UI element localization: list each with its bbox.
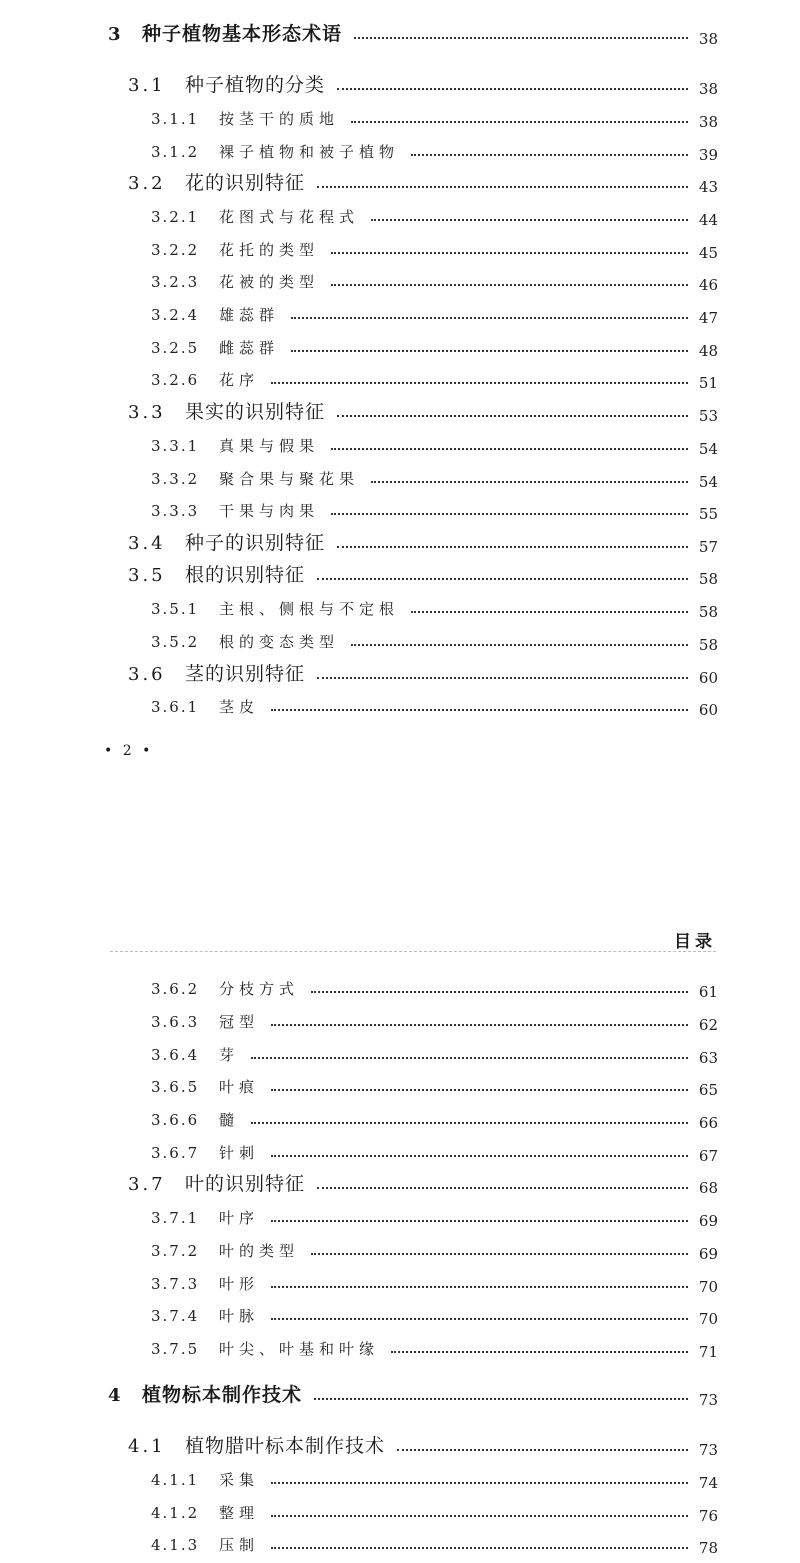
toc-leader-dots xyxy=(271,709,688,711)
previous-entry-fragment xyxy=(110,0,710,4)
toc-entry-number: 3.1.1 xyxy=(151,110,200,128)
toc-entry-number: 3.7 xyxy=(128,1174,166,1195)
toc-entry-page-number: 46 xyxy=(698,276,718,294)
toc-entry-page-number: 76 xyxy=(698,1507,718,1525)
toc-leader-dots xyxy=(317,677,688,679)
toc-entry-page-number: 60 xyxy=(698,669,718,687)
toc-entry-title: 花托的类型 xyxy=(219,241,320,259)
toc-entry-level-2[interactable] xyxy=(0,663,800,693)
toc-entry-level-3[interactable] xyxy=(0,1010,800,1040)
toc-entry-title: 植物腊叶标本制作技术 xyxy=(185,1435,386,1457)
toc-entry-title: 叶的识别特征 xyxy=(185,1173,306,1195)
toc-entry-page-number: 73 xyxy=(698,1391,718,1409)
toc-entry-number: 3.3.1 xyxy=(151,437,200,455)
toc-entry-level-3[interactable] xyxy=(0,205,800,235)
toc-entry-page-number: 61 xyxy=(698,983,718,1001)
toc-entry-title: 采集 xyxy=(219,1471,260,1489)
toc-entry-level-3[interactable] xyxy=(0,1337,800,1367)
toc-leader-dots xyxy=(354,37,688,39)
toc-entry-level-2[interactable] xyxy=(0,564,800,594)
toc-entry-title: 压制 xyxy=(219,1536,260,1554)
toc-entry-page-number: 69 xyxy=(698,1245,718,1263)
toc-leader-dots xyxy=(291,350,688,352)
header-rule xyxy=(110,951,716,952)
toc-entry-level-3[interactable] xyxy=(0,434,800,464)
toc-entry-page-number: 70 xyxy=(698,1310,718,1328)
toc-entry-level-2[interactable] xyxy=(0,74,800,104)
toc-entry-level-3[interactable] xyxy=(0,1272,800,1302)
toc-entry-title: 针刺 xyxy=(219,1144,260,1162)
toc-leader-dots xyxy=(331,284,688,286)
toc-entry-title: 叶尖、叶基和叶缘 xyxy=(219,1340,380,1358)
toc-entry-page-number: 58 xyxy=(698,636,718,654)
toc-leader-dots xyxy=(351,644,688,646)
toc-entry-level-3[interactable] xyxy=(0,467,800,497)
toc-entry-page-number: 39 xyxy=(698,146,718,164)
toc-leader-dots xyxy=(251,1122,688,1124)
toc-entry-page-number: 68 xyxy=(698,1179,718,1197)
toc-entry-number: 3.2.5 xyxy=(151,339,200,357)
toc-entry-title: 花被的类型 xyxy=(219,273,320,291)
toc-entry-title: 植物标本制作技术 xyxy=(142,1384,303,1406)
toc-entry-number: 3.7.4 xyxy=(151,1307,200,1325)
toc-entry-number: 3.6.3 xyxy=(151,1013,200,1031)
toc-entry-number: 3.6.7 xyxy=(151,1144,200,1162)
toc-entry-title: 主根、侧根与不定根 xyxy=(219,600,400,618)
toc-entry-title: 叶痕 xyxy=(219,1078,260,1096)
toc-entry-number: 3.3.2 xyxy=(151,470,200,488)
toc-entry-title: 叶脉 xyxy=(219,1307,260,1325)
toc-entry-level-3[interactable] xyxy=(0,1533,800,1563)
toc-entry-number: 3.2.2 xyxy=(151,241,200,259)
toc-entry-title: 裸子植物和被子植物 xyxy=(219,143,400,161)
toc-entry-page-number: 60 xyxy=(698,701,718,719)
toc-leader-dots xyxy=(331,448,688,450)
toc-entry-level-2[interactable] xyxy=(0,1173,800,1203)
toc-entry-page-number: 53 xyxy=(698,407,718,425)
toc-entry-number: 3.2.4 xyxy=(151,306,200,324)
toc-entry-page-number: 54 xyxy=(698,440,718,458)
toc-leader-dots xyxy=(371,481,688,483)
toc-entry-level-2[interactable] xyxy=(0,532,800,562)
toc-leader-dots xyxy=(337,88,688,90)
toc-leader-dots xyxy=(311,1253,688,1255)
toc-entry-level-3[interactable] xyxy=(0,140,800,170)
toc-entry-number: 3.5 xyxy=(128,565,166,586)
toc-leader-dots xyxy=(271,1155,688,1157)
toc-leader-dots xyxy=(331,513,688,515)
toc-entry-page-number: 65 xyxy=(698,1081,718,1099)
toc-entry-page-number: 38 xyxy=(698,80,718,98)
toc-entry-number: 3.1 xyxy=(128,75,166,96)
toc-entry-title: 花图式与花程式 xyxy=(219,208,360,226)
toc-entry-title: 干果与肉果 xyxy=(219,502,320,520)
toc-entry-number: 3.2.1 xyxy=(151,208,200,226)
toc-entry-number: 3.5.1 xyxy=(151,600,200,618)
toc-entry-number: 4.1.1 xyxy=(151,1471,200,1489)
toc-entry-title: 种子植物基本形态术语 xyxy=(142,23,343,45)
toc-entry-level-3[interactable] xyxy=(0,1468,800,1498)
toc-entry-number: 4.1 xyxy=(128,1436,166,1457)
toc-entry-page-number: 55 xyxy=(698,505,718,523)
toc-leader-dots xyxy=(411,611,688,613)
toc-entry-title: 雌蕊群 xyxy=(219,339,280,357)
toc-entry-number: 3.6.1 xyxy=(151,698,200,716)
toc-entry-level-1[interactable] xyxy=(0,1385,800,1415)
toc-entry-number: 4 xyxy=(108,1385,121,1406)
toc-leader-dots xyxy=(271,1089,688,1091)
toc-entry-page-number: 47 xyxy=(698,309,718,327)
toc-entry-page-number: 71 xyxy=(698,1343,718,1361)
toc-entry-number: 3.7.3 xyxy=(151,1275,200,1293)
toc-entry-title: 分枝方式 xyxy=(219,980,300,998)
toc-entry-page-number: 78 xyxy=(698,1539,718,1557)
toc-entry-level-3[interactable] xyxy=(0,1206,800,1236)
toc-entry-title: 茎的识别特征 xyxy=(185,663,306,685)
toc-leader-dots xyxy=(331,252,688,254)
toc-entry-number: 3.3.3 xyxy=(151,502,200,520)
toc-entry-title: 果实的识别特征 xyxy=(185,401,326,423)
toc-entry-title: 花序 xyxy=(219,371,260,389)
toc-entry-level-2[interactable] xyxy=(0,172,800,202)
toc-entry-title: 叶的类型 xyxy=(219,1242,300,1260)
toc-entry-level-3[interactable] xyxy=(0,977,800,1007)
toc-leader-dots xyxy=(271,1286,688,1288)
toc-entry-page-number: 44 xyxy=(698,211,718,229)
toc-entry-number: 4.1.3 xyxy=(151,1536,200,1554)
toc-entry-level-3[interactable] xyxy=(0,107,800,137)
toc-leader-dots xyxy=(314,1398,688,1400)
toc-entry-level-2[interactable] xyxy=(0,401,800,431)
toc-entry-level-3[interactable] xyxy=(0,336,800,366)
toc-entry-page-number: 58 xyxy=(698,570,718,588)
toc-entry-level-1[interactable] xyxy=(0,24,800,54)
toc-entry-level-3[interactable] xyxy=(0,270,800,300)
toc-entry-title: 髓 xyxy=(219,1111,240,1129)
toc-entry-page-number: 45 xyxy=(698,244,718,262)
toc-leader-dots xyxy=(337,546,688,548)
toc-entry-number: 3.1.2 xyxy=(151,143,200,161)
toc-entry-level-3[interactable] xyxy=(0,695,800,725)
toc-entry-title: 种子植物的分类 xyxy=(185,74,326,96)
toc-entry-title: 根的识别特征 xyxy=(185,564,306,586)
toc-entry-level-2[interactable] xyxy=(0,1435,800,1465)
toc-leader-dots xyxy=(337,415,688,417)
page-number: • 2 • xyxy=(104,743,154,759)
toc-entry-title: 整理 xyxy=(219,1504,260,1522)
toc-entry-page-number: 38 xyxy=(698,30,718,48)
toc-leader-dots xyxy=(271,1547,688,1549)
toc-entry-number: 3.6.4 xyxy=(151,1046,200,1064)
toc-entry-number: 3 xyxy=(108,24,121,45)
toc-entry-page-number: 74 xyxy=(698,1474,718,1492)
toc-entry-number: 3.6 xyxy=(128,664,166,685)
toc-entry-title: 雄蕊群 xyxy=(219,306,280,324)
toc-leader-dots xyxy=(271,1220,688,1222)
toc-entry-level-3[interactable] xyxy=(0,303,800,333)
toc-leader-dots xyxy=(411,154,688,156)
toc-entry-number: 3.2.6 xyxy=(151,371,200,389)
toc-entry-level-3[interactable] xyxy=(0,630,800,660)
toc-entry-number: 3.7.1 xyxy=(151,1209,200,1227)
toc-entry-level-3[interactable] xyxy=(0,597,800,627)
toc-entry-number: 3.6.2 xyxy=(151,980,200,998)
toc-entry-level-3[interactable] xyxy=(0,1075,800,1105)
toc-entry-page-number: 48 xyxy=(698,342,718,360)
toc-entry-number: 4.1.2 xyxy=(151,1504,200,1522)
toc-entry-number: 3.3 xyxy=(128,402,166,423)
toc-entry-page-number: 70 xyxy=(698,1278,718,1296)
toc-entry-page-number: 67 xyxy=(698,1147,718,1165)
toc-entry-title: 叶序 xyxy=(219,1209,260,1227)
toc-entry-level-3[interactable] xyxy=(0,1304,800,1334)
toc-entry-title: 叶形 xyxy=(219,1275,260,1293)
toc-entry-number: 3.4 xyxy=(128,533,166,554)
toc-entry-title: 种子的识别特征 xyxy=(185,532,326,554)
toc-leader-dots xyxy=(391,1351,688,1353)
toc-leader-dots xyxy=(251,1057,688,1059)
toc-entry-number: 3.7.2 xyxy=(151,1242,200,1260)
toc-entry-level-3[interactable] xyxy=(0,1239,800,1269)
toc-entry-title: 冠型 xyxy=(219,1013,260,1031)
toc-leader-dots xyxy=(271,1482,688,1484)
toc-entry-level-3[interactable] xyxy=(0,1043,800,1073)
toc-entry-page-number: 43 xyxy=(698,178,718,196)
toc-entry-title: 根的变态类型 xyxy=(219,633,340,651)
toc-entry-number: 3.6.6 xyxy=(151,1111,200,1129)
toc-entry-number: 3.7.5 xyxy=(151,1340,200,1358)
toc-leader-dots xyxy=(351,121,688,123)
toc-entry-page-number: 54 xyxy=(698,473,718,491)
toc-entry-number: 3.2 xyxy=(128,173,166,194)
toc-entry-number: 3.6.5 xyxy=(151,1078,200,1096)
toc-entry-level-3[interactable] xyxy=(0,499,800,529)
toc-leader-dots xyxy=(311,991,688,993)
toc-entry-page-number: 51 xyxy=(698,374,718,392)
toc-leader-dots xyxy=(271,1024,688,1026)
toc-entry-title: 按茎干的质地 xyxy=(219,110,340,128)
toc-entry-title: 花的识别特征 xyxy=(185,172,306,194)
toc-entry-page-number: 38 xyxy=(698,113,718,131)
toc-entry-level-3[interactable] xyxy=(0,1108,800,1138)
running-header-title: 目录 xyxy=(674,932,716,952)
toc-entry-page-number: 63 xyxy=(698,1049,718,1067)
toc-entry-title: 茎皮 xyxy=(219,698,260,716)
toc-entry-title: 真果与假果 xyxy=(219,437,320,455)
toc-entry-page-number: 69 xyxy=(698,1212,718,1230)
toc-leader-dots xyxy=(271,1318,688,1320)
toc-leader-dots xyxy=(271,1515,688,1517)
toc-entry-level-3[interactable] xyxy=(0,1141,800,1171)
toc-leader-dots xyxy=(397,1449,688,1451)
toc-entry-level-3[interactable] xyxy=(0,368,800,398)
toc-leader-dots xyxy=(271,382,688,384)
toc-leader-dots xyxy=(371,219,688,221)
toc-leader-dots xyxy=(317,186,688,188)
toc-entry-page-number: 58 xyxy=(698,603,718,621)
toc-entry-title: 聚合果与聚花果 xyxy=(219,470,360,488)
toc-entry-number: 3.2.3 xyxy=(151,273,200,291)
toc-leader-dots xyxy=(317,1187,688,1189)
toc-entry-level-3[interactable] xyxy=(0,238,800,268)
toc-entry-page-number: 66 xyxy=(698,1114,718,1132)
toc-entry-page-number: 62 xyxy=(698,1016,718,1034)
toc-leader-dots xyxy=(317,578,688,580)
toc-entry-level-3[interactable] xyxy=(0,1501,800,1531)
toc-entry-number: 3.5.2 xyxy=(151,633,200,651)
toc-leader-dots xyxy=(291,317,688,319)
toc-entry-page-number: 73 xyxy=(698,1441,718,1459)
toc-entry-title: 芽 xyxy=(219,1046,240,1064)
toc-entry-page-number: 57 xyxy=(698,538,718,556)
